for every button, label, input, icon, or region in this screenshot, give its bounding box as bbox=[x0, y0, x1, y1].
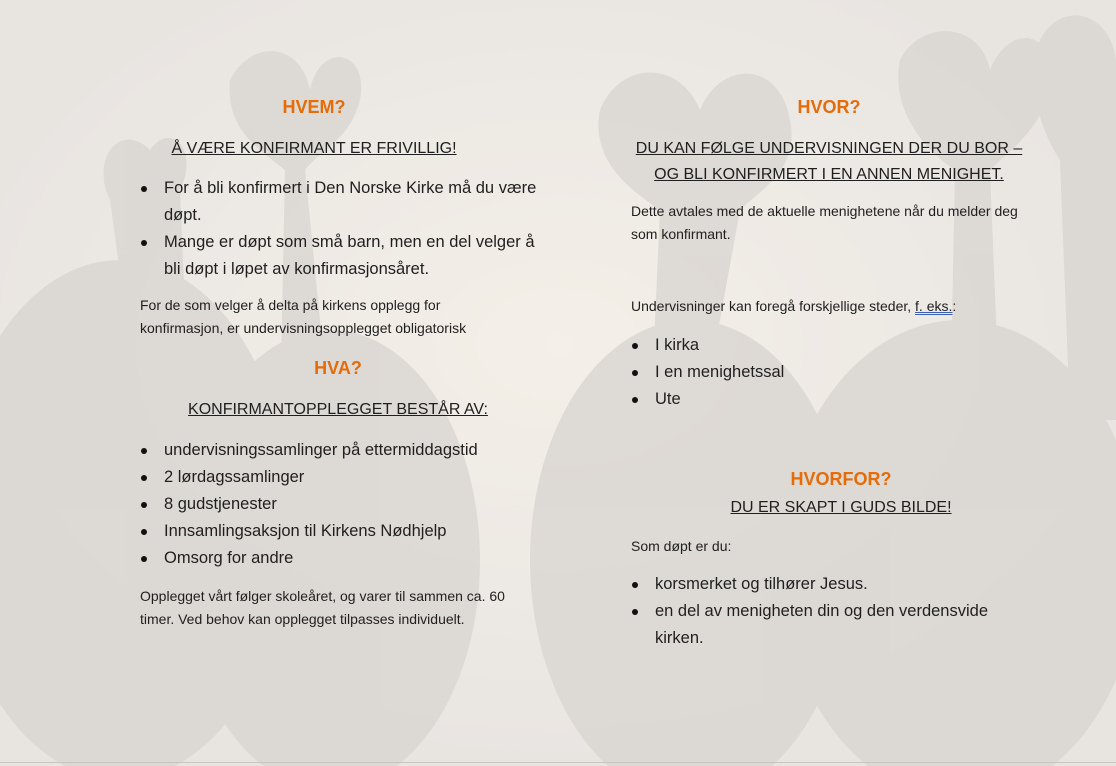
hvem-paragraph: For de som velger å delta på kirkens opplegg for konfirmasjon, er undervisningsopplegget obligatorisk bbox=[140, 297, 467, 336]
hva-subheading: KONFIRMANTOPPLEGGET BESTÅR AV: bbox=[188, 401, 488, 418]
places-intro-abbreviation: f. eks. bbox=[915, 298, 953, 314]
hvorfor-heading: HVORFOR? bbox=[790, 469, 892, 489]
list-item: Ute bbox=[631, 386, 1031, 413]
list-item: I kirka bbox=[631, 332, 1031, 359]
list-item: Mange er døpt som små barn, men en del velger å bli døpt i løpet av konfirmasjonsåret. bbox=[140, 229, 540, 283]
list-item: en del av menigheten din og den verdensvide kirken. bbox=[631, 598, 1021, 652]
hvor-bullet-list bbox=[631, 332, 1031, 413]
hvem-bullet-list bbox=[140, 175, 540, 283]
page-bottom-divider bbox=[0, 762, 1116, 763]
hvor-subheading-line2: OG BLI KONFIRMERT I EN ANNEN MENIGHET. bbox=[654, 166, 1004, 183]
hvor-subheading-line1: DU KAN FØLGE UNDERVISNINGEN DER DU BOR – bbox=[635, 140, 1023, 157]
hvorfor-subheading: DU ER SKAPT I GUDS BILDE! bbox=[730, 499, 952, 516]
hvor-paragraph: Dette avtales med de aktuelle menighetene når du melder deg som konfirmant. bbox=[631, 203, 1018, 242]
list-item: undervisningssamlinger på ettermiddagstid bbox=[140, 437, 540, 464]
hvor-places-intro bbox=[631, 295, 1051, 318]
list-item: For å bli konfirmert i Den Norske Kirke må du være døpt. bbox=[140, 175, 540, 229]
hvorfor-bullet-list bbox=[631, 571, 1021, 652]
hvem-heading: HVEM? bbox=[282, 97, 346, 117]
list-item: korsmerket og tilhører Jesus. bbox=[631, 571, 1021, 598]
hva-bullet-list bbox=[140, 437, 540, 572]
list-item: Innsamlingsaksjon til Kirkens Nødhjelp bbox=[140, 518, 540, 545]
hvor-heading: HVOR? bbox=[797, 97, 861, 117]
places-intro-text: Undervisninger kan foregå forskjellige steder, bbox=[631, 298, 916, 314]
list-item: Omsorg for andre bbox=[140, 545, 540, 572]
places-intro-colon: : bbox=[952, 298, 957, 314]
list-item: 2 lørdagssamlinger bbox=[140, 464, 540, 491]
hva-paragraph: Opplegget vårt følger skoleåret, og varer til sammen ca. 60 timer. Ved behov kan opplegget tilpasses individuelt. bbox=[140, 588, 505, 627]
list-item: I en menighetssal bbox=[631, 359, 1031, 386]
hvem-subheading: Å VÆRE KONFIRMANT ER FRIVILLIG! bbox=[171, 140, 457, 157]
hvorfor-paragraph: Som døpt er du: bbox=[631, 538, 732, 554]
list-item: 8 gudstjenester bbox=[140, 491, 540, 518]
hva-heading: HVA? bbox=[314, 358, 362, 378]
